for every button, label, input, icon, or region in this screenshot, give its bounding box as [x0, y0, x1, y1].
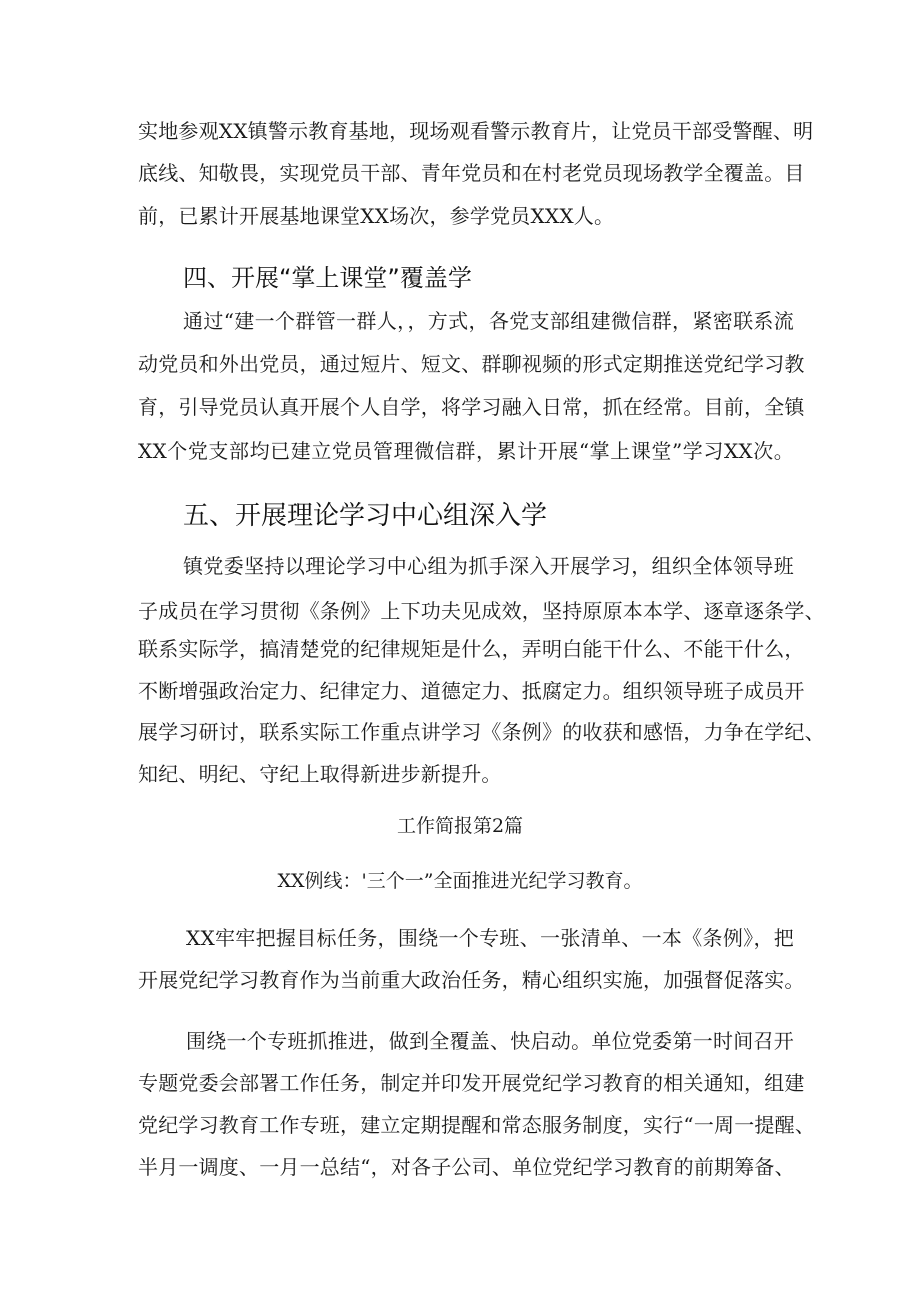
text-line: 不断增强政治定力、纪律定力、道德定力、抵腐定力。组织领导班子成员开 — [138, 679, 805, 703]
text-line: 半月一调度、一月一总结“，对各子公司、单位党纪学习教育的前期筹备、 — [138, 1155, 795, 1179]
text-line: 前，已累计开展基地课堂XX场次，参学党员XXX人。 — [138, 204, 615, 228]
report-title: 工作简报第2篇 — [396, 815, 524, 837]
section-heading-5: 五、开展理论学习中心组深入学 — [183, 501, 548, 531]
text-line: 动党员和外出党员，通过短片、短文、群聊视频的形式定期推送党纪学习教 — [138, 352, 805, 376]
text-line: XX牢牢把握目标任务，围绕一个专班、一张清单、一本《条例》，把 — [186, 926, 794, 950]
text-line: 镇党委坚持以理论学习中心组为抓手深入开展学习，组织全体领导班 — [183, 554, 794, 578]
text-line: 通过“建一个群管一群人，，方式，各党支部组建微信群，紧密联系流 — [183, 309, 794, 333]
report-subtitle: XX例线：'三个一”全面推进光纪学习教育。 — [277, 870, 643, 892]
text-line: 实地参观XX镇警示教育基地，现场观看警示教育片，让党员干部受警醒、明 — [138, 119, 814, 143]
text-line: 知纪、明纪、守纪上取得新进步新提升。 — [138, 762, 502, 786]
text-line: 开展党纪学习教育作为当前重大政治任务，精心组织实施，加强督促落实。 — [138, 968, 805, 992]
text-line: 党纪学习教育工作专班，建立定期提醒和常态服务制度，实行“一周一提醒、 — [138, 1113, 816, 1137]
text-line: 展学习研讨，联系实际工作重点讲学习《条例》的收获和感悟，力争在学纪、 — [138, 720, 825, 744]
text-line: 育，引导党员认真开展个人自学，将学习融入日常，抓在经常。目前，全镇 — [138, 395, 805, 419]
text-line: XX个党支部均已建立党员管理微信群，累计开展“掌上课堂”学习XX次。 — [138, 439, 794, 463]
section-heading-4: 四、开展“掌上课堂”覆盖学 — [183, 264, 472, 292]
text-line: 子成员在学习贯彻《条例》上下功夫见成效，坚持原原本本学、逐章逐条学、 — [138, 599, 825, 623]
text-line: 专题党委会部署工作任务，制定并印发开展党纪学习教育的相关通知，组建 — [138, 1071, 805, 1095]
text-line: 底线、知敬畏，实现党员干部、青年党员和在村老党员现场教学全覆盖。目 — [138, 161, 805, 185]
text-line: 围绕一个专班抓推进，做到全覆盖、快启动。单位党委第一时间召开 — [186, 1029, 794, 1053]
text-line: 联系实际学，搞清楚党的纪律规矩是什么，弄明白能干什么、不能干什么， — [138, 637, 805, 661]
